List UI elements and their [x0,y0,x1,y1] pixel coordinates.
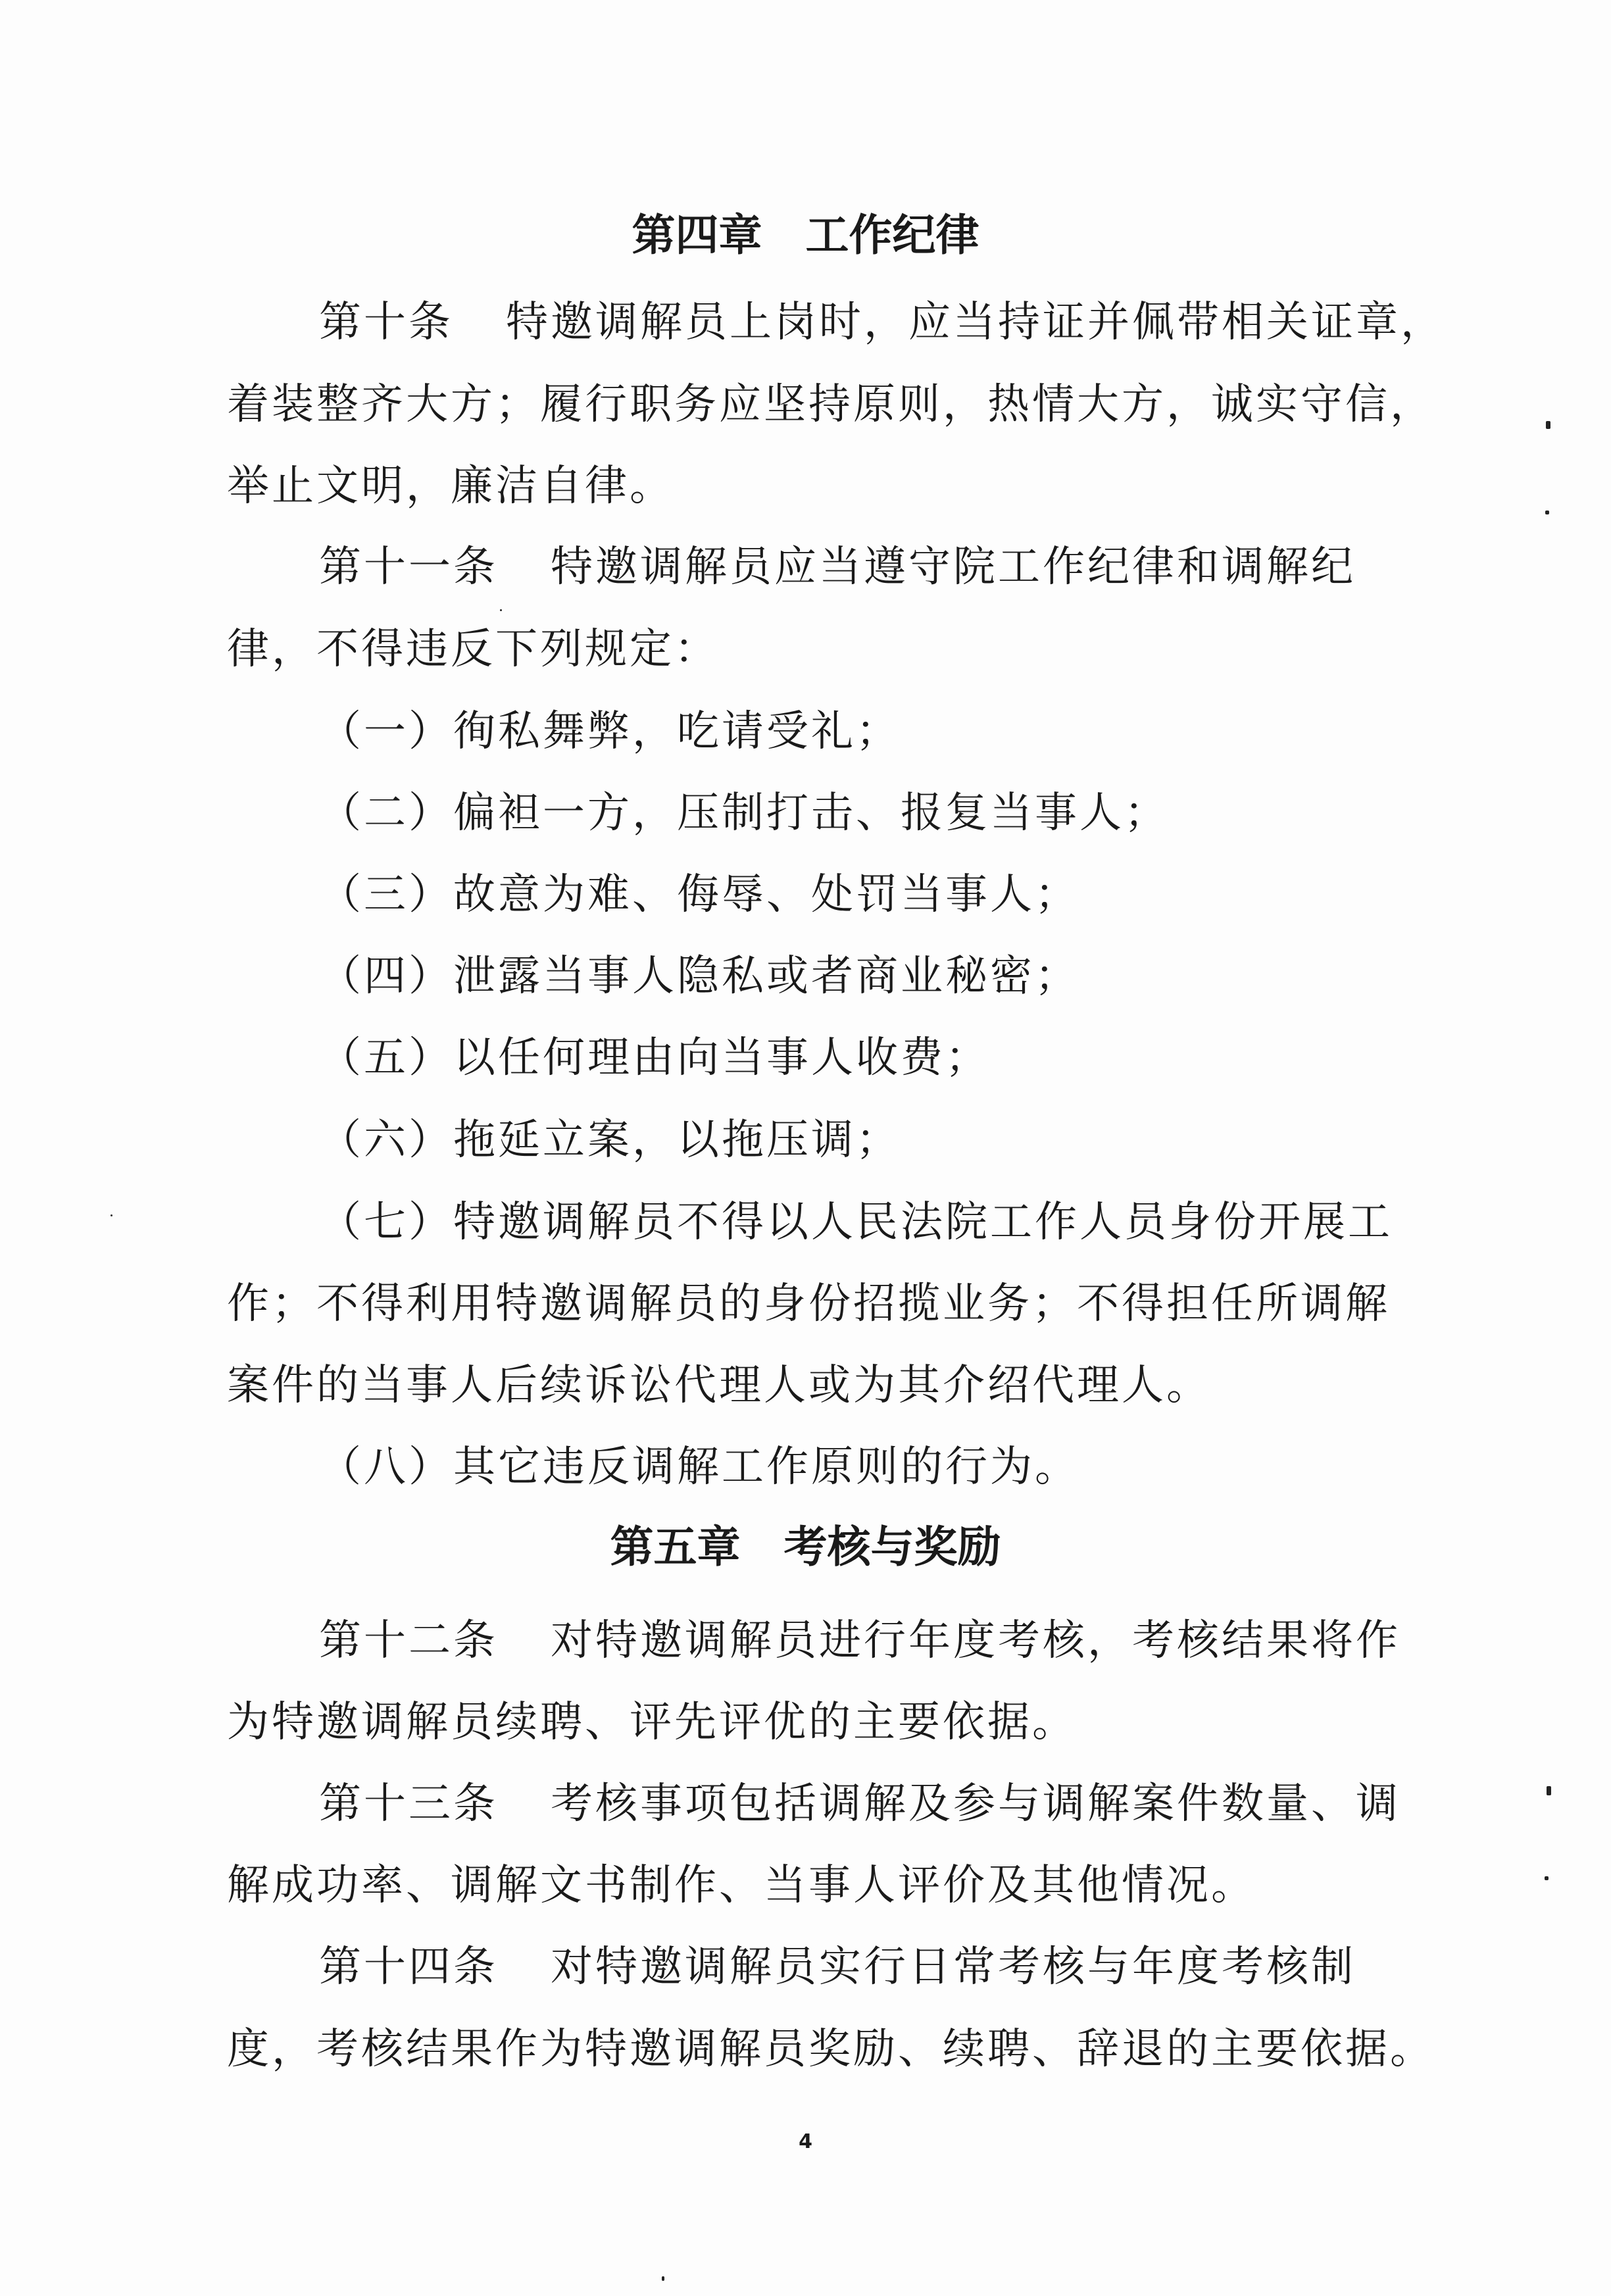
article-14-text: 对特邀调解员实行日常考核与年度考核制 [551,1943,1356,1991]
article-11-item-7-line-2: 作；不得利用特邀调解员的身份招揽业务；不得担任所调解 [227,1280,1390,1328]
scan-speck [662,2276,664,2281]
article-10-text: 特邀调解员上岗时，应当持证并佩带相关证章， [506,298,1445,347]
article-12-line-2: 为特邀调解员续聘、评先评优的主要依据。 [227,1698,1077,1747]
article-14-label: 第十四条 [319,1943,498,1991]
article-13-text: 考核事项包括调解及参与调解案件数量、调 [551,1780,1400,1828]
article-11-item-6: （六）拖延立案，以拖压调； [319,1116,901,1164]
article-11-first-line [319,541,1464,593]
scan-speck [111,1214,112,1216]
scan-speck [1546,421,1550,429]
article-14-first-line [319,1941,1464,1993]
article-10-label: 第十条 [319,298,453,347]
article-11-item-8: （八）其它违反调解工作原则的行为。 [319,1443,1079,1491]
chapter-4-heading: 第四章 工作纪律 [632,210,979,261]
article-11-item-5: （五）以任何理由向当事人收费； [319,1034,990,1082]
scan-speck [1547,1786,1551,1795]
article-13-label: 第十三条 [319,1780,498,1828]
article-10-first-line [319,296,1464,349]
scan-speck [1545,1876,1549,1880]
article-13-first-line [319,1778,1464,1830]
article-11-item-1: （一）徇私舞弊，吃请受礼； [319,707,901,756]
page-number: 4 [799,2130,812,2153]
article-12-first-line [319,1614,1464,1667]
chapter-5-heading: 第五章 考核与奖励 [610,1522,1001,1572]
article-11-item-7: （七）特邀调解员不得以人民法院工作人员身份开展工 [319,1198,1393,1247]
article-11-line-2: 律，不得违反下列规定： [227,625,719,674]
article-11-text: 特邀调解员应当遵守院工作纪律和调解纪 [551,543,1356,591]
article-11-item-4: （四）泄露当事人隐私或者商业秘密； [319,952,1079,1001]
article-11-item-3: （三）故意为难、侮辱、处罚当事人； [319,870,1079,919]
scan-speck [500,609,502,611]
article-14-line-2: 度，考核结果作为特邀调解员奖励、续聘、辞退的主要依据。 [227,2025,1435,2074]
article-13-line-2: 解成功率、调解文书制作、当事人评价及其他情况。 [227,1861,1256,1910]
article-12-label: 第十二条 [319,1616,498,1665]
article-10-line-2: 着装整齐大方；履行职务应坚持原则，热情大方，诚实守信， [227,380,1435,429]
scan-speck [1545,511,1549,514]
article-11-label: 第十一条 [319,543,498,591]
article-11-item-7-line-3: 案件的当事人后续诉讼代理人或为其介绍代理人。 [227,1361,1211,1410]
article-12-text: 对特邀调解员进行年度考核，考核结果将作 [551,1616,1400,1665]
article-10-line-3: 举止文明，廉洁自律。 [227,462,674,511]
article-11-item-2: （二）偏袒一方，压制打击、报复当事人； [319,789,1169,837]
